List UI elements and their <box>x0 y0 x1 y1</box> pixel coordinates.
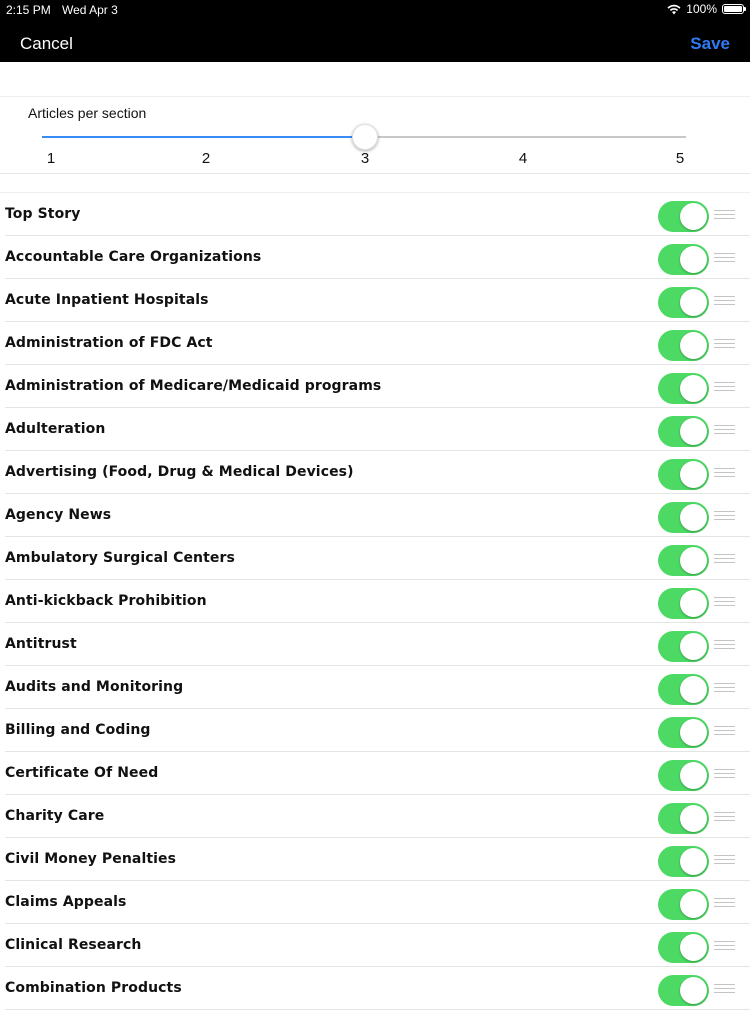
toggle-knob <box>680 203 707 230</box>
slider-tick-3: 3 <box>360 150 370 167</box>
toggle-knob <box>680 633 707 660</box>
section-row <box>0 924 750 967</box>
section-label: Advertising (Food, Drug & Medical Devices) <box>5 464 354 480</box>
section-toggle[interactable] <box>658 975 709 1006</box>
section-toggle[interactable] <box>658 846 709 877</box>
reorder-handle-icon[interactable] <box>714 726 735 736</box>
section-label: Civil Money Penalties <box>5 851 177 867</box>
section-label: Certificate Of Need <box>5 765 159 781</box>
reorder-handle-icon[interactable] <box>714 597 735 607</box>
reorder-handle-icon[interactable] <box>714 898 735 908</box>
section-toggle[interactable] <box>658 674 709 705</box>
reorder-handle-icon[interactable] <box>714 468 735 478</box>
section-toggle[interactable] <box>658 889 709 920</box>
toggle-knob <box>680 418 707 445</box>
status-time: 2:15 PM <box>6 3 51 17</box>
slider-fill <box>42 136 365 138</box>
reorder-handle-icon[interactable] <box>714 683 735 693</box>
articles-per-section-slider <box>0 97 750 174</box>
section-row <box>0 709 750 752</box>
section-label: Ambulatory Surgical Centers <box>5 550 235 566</box>
status-date: Wed Apr 3 <box>62 3 118 17</box>
section-label: Administration of FDC Act <box>5 335 213 351</box>
section-row <box>0 795 750 838</box>
toggle-knob <box>680 461 707 488</box>
section-toggle[interactable] <box>658 803 709 834</box>
top-spacer <box>0 62 750 97</box>
section-row <box>0 881 750 924</box>
section-toggle[interactable] <box>658 373 709 404</box>
toggle-knob <box>680 289 707 316</box>
reorder-handle-icon[interactable] <box>714 554 735 564</box>
section-toggle[interactable] <box>658 416 709 447</box>
section-label: Antitrust <box>5 636 77 652</box>
reorder-handle-icon[interactable] <box>714 855 735 865</box>
section-list <box>0 193 750 1010</box>
toggle-knob <box>680 676 707 703</box>
section-label: Acute Inpatient Hospitals <box>5 292 209 308</box>
reorder-handle-icon[interactable] <box>714 769 735 779</box>
section-toggle[interactable] <box>658 287 709 318</box>
toggle-knob <box>680 590 707 617</box>
toggle-knob <box>680 719 707 746</box>
toggle-knob <box>680 848 707 875</box>
reorder-handle-icon[interactable] <box>714 984 735 994</box>
toggle-knob <box>680 805 707 832</box>
section-row <box>0 967 750 1010</box>
section-row <box>0 537 750 580</box>
slider-thumb[interactable] <box>352 124 378 150</box>
section-row <box>0 322 750 365</box>
battery-percent: 100% <box>686 2 717 16</box>
save-button[interactable]: Save <box>690 34 730 53</box>
reorder-handle-icon[interactable] <box>714 812 735 822</box>
section-label: Top Story <box>5 206 81 222</box>
toggle-knob <box>680 934 707 961</box>
section-toggle[interactable] <box>658 244 709 275</box>
reorder-handle-icon[interactable] <box>714 640 735 650</box>
section-label: Charity Care <box>5 808 105 824</box>
battery-icon <box>722 4 744 14</box>
toggle-knob <box>680 246 707 273</box>
section-label: Anti-kickback Prohibition <box>5 593 207 609</box>
section-toggle[interactable] <box>658 717 709 748</box>
section-toggle[interactable] <box>658 201 709 232</box>
section-toggle[interactable] <box>658 459 709 490</box>
reorder-handle-icon[interactable] <box>714 339 735 349</box>
section-toggle[interactable] <box>658 545 709 576</box>
section-row <box>0 365 750 408</box>
section-toggle[interactable] <box>658 760 709 791</box>
slider-tick-4: 4 <box>518 150 528 167</box>
section-row <box>0 279 750 322</box>
toggle-knob <box>680 504 707 531</box>
slider-tick-1: 1 <box>46 150 56 167</box>
section-row <box>0 752 750 795</box>
section-row <box>0 580 750 623</box>
section-toggle[interactable] <box>658 588 709 619</box>
section-label: Adulteration <box>5 421 106 437</box>
toggle-knob <box>680 375 707 402</box>
slider-label: Articles per section <box>28 105 147 121</box>
section-row <box>0 193 750 236</box>
section-toggle[interactable] <box>658 932 709 963</box>
section-row <box>0 623 750 666</box>
reorder-handle-icon[interactable] <box>714 210 735 220</box>
slider-tick-2: 2 <box>201 150 211 167</box>
section-label: Combination Products <box>5 980 182 996</box>
reorder-handle-icon[interactable] <box>714 941 735 951</box>
section-row <box>0 408 750 451</box>
section-spacer <box>0 174 750 193</box>
section-toggle[interactable] <box>658 631 709 662</box>
section-row <box>0 236 750 279</box>
section-label: Agency News <box>5 507 112 523</box>
section-label: Audits and Monitoring <box>5 679 184 695</box>
reorder-handle-icon[interactable] <box>714 425 735 435</box>
reorder-handle-icon[interactable] <box>714 253 735 263</box>
section-label: Billing and Coding <box>5 722 151 738</box>
section-label: Claims Appeals <box>5 894 127 910</box>
section-label: Administration of Medicare/Medicaid programs <box>5 378 382 394</box>
navigation-bar <box>0 20 750 62</box>
reorder-handle-icon[interactable] <box>714 382 735 392</box>
toggle-knob <box>680 547 707 574</box>
section-label: Clinical Research <box>5 937 142 953</box>
section-row <box>0 451 750 494</box>
cancel-button[interactable]: Cancel <box>20 34 73 53</box>
toggle-knob <box>680 332 707 359</box>
section-row <box>0 494 750 537</box>
reorder-handle-icon[interactable] <box>714 511 735 521</box>
toggle-knob <box>680 891 707 918</box>
slider-tick-5: 5 <box>675 150 685 167</box>
section-label: Accountable Care Organizations <box>5 249 262 265</box>
reorder-handle-icon[interactable] <box>714 296 735 306</box>
section-toggle[interactable] <box>658 502 709 533</box>
section-row <box>0 666 750 709</box>
status-bar <box>0 0 750 20</box>
wifi-icon <box>667 4 681 15</box>
section-toggle[interactable] <box>658 330 709 361</box>
status-right <box>667 2 744 16</box>
section-row <box>0 838 750 881</box>
toggle-knob <box>680 762 707 789</box>
